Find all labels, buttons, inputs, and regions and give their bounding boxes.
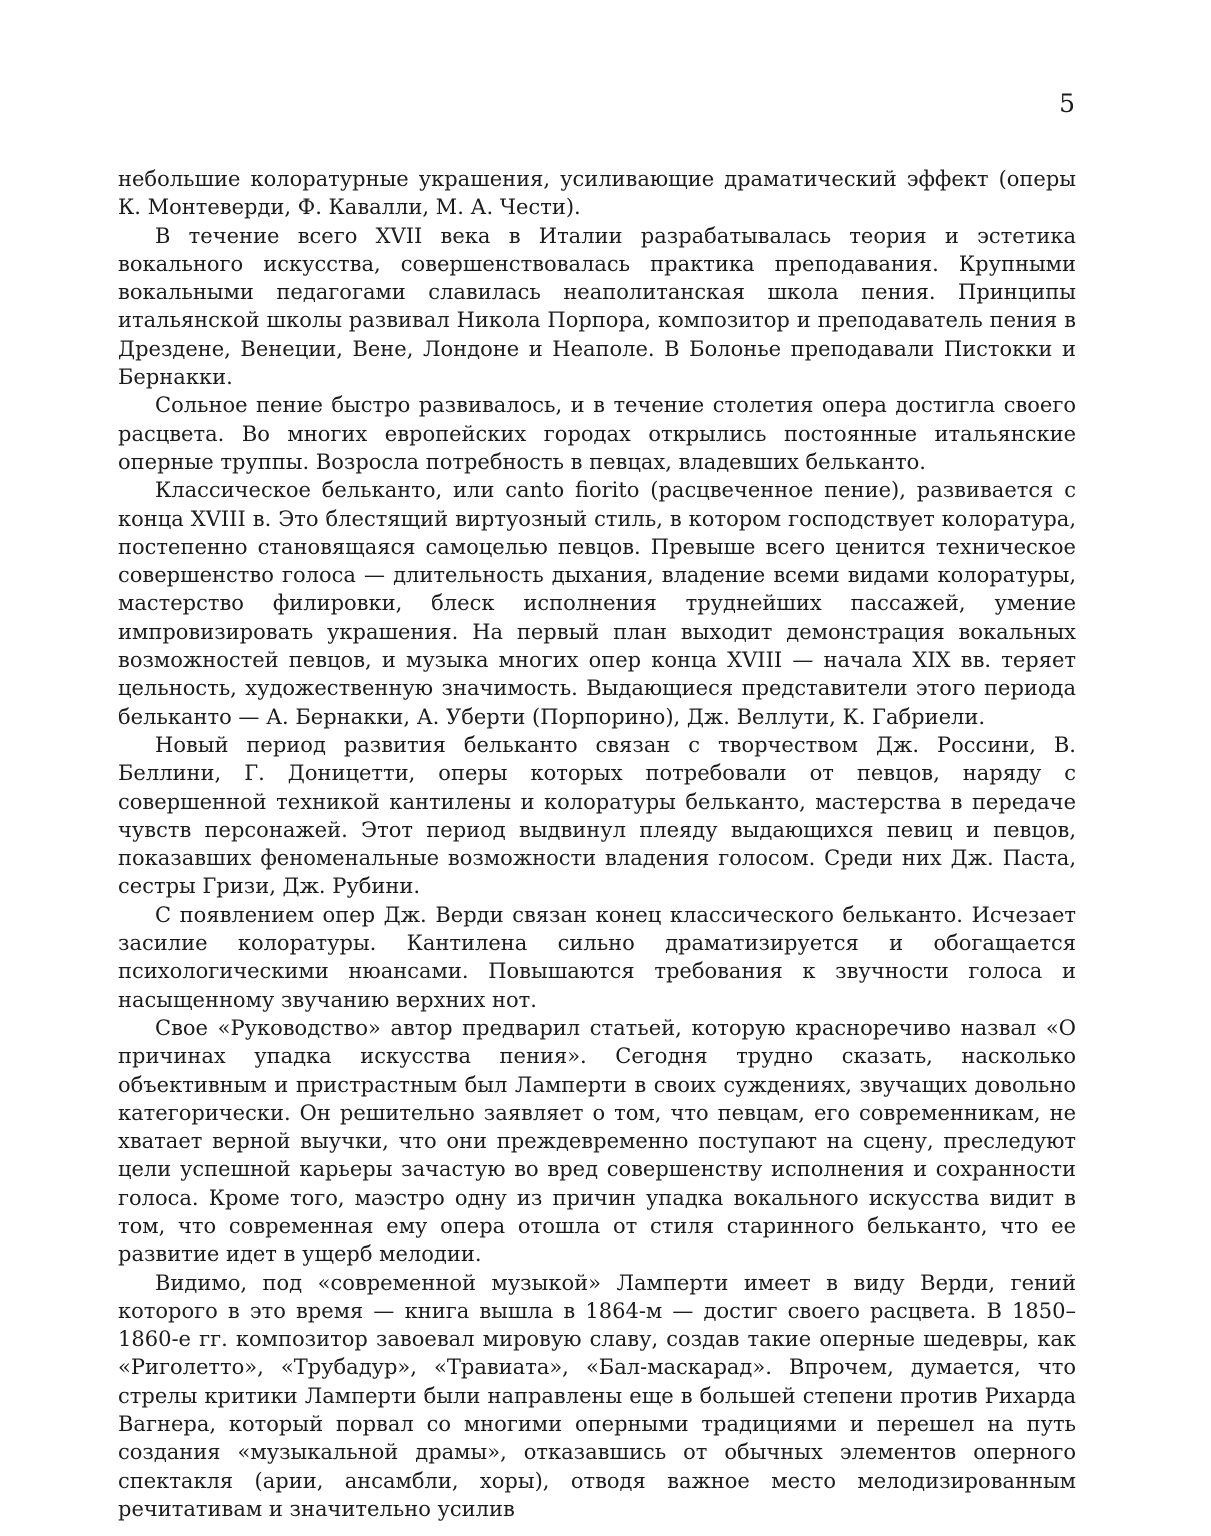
paragraph-2: В течение всего XVII века в Италии разрабатывалась теория и эстетика вокального искусства, совершенствовалась практика преподавания. Крупными вокальными педагогами славилась неаполитанская школа пения. Принципы итальянской школы развивал Никола Порпора, композитор и преподаватель пения в Дрездене, Венеции, Вене, Лондоне и Неаполе. В Болонье преподавали Пистокки и Бернакки. xyxy=(118,223,1076,390)
page-number: 5 xyxy=(1059,89,1075,118)
paragraph-8: Видимо, под «современной музыкой» Ламперти имеет в виду Верди, гений которого в это время — книга вышла в 1864-м — достиг своего расцвета. В 1850–1860-е гг. композитор завоевал мировую славу, создав такие оперные шедевры, как «Риголетто», «Трубадур», «Травиата», «Бал-маскарад». Впрочем, думается, что стрелы критики Ламперти были направлены еще в большей степени против Рихарда Вагнера, который порвал со многими оперными традициями и перешел на путь создания «музыкальной драмы», отказавшись от обычных элементов оперного спектакля (арии, ансамбли, хоры), отводя важное место мелодизированным речитативам и значительно усилив xyxy=(118,1270,1076,1521)
paragraph-1: небольшие колоратурные украшения, усиливающие драматический эффект (оперы К. Монтеверди, Ф. Кавалли, М. А. Чести). xyxy=(118,167,1076,220)
paragraph-4: Классическое бельканто, или canto fiorito (расцвеченное пение), развивается с конца XVIII в. Это блестящий виртуозный стиль, в котором господствует колоратура, постепенно становящаяся самоцелью певцов. Превыше всего ценится техническое совершенство голоса — длительность дыхания, владение всеми видами колоратуры, мастерство филировки, блеск исполнения труднейших пассажей, умение импровизировать украшения. На первый план выходит демонстрация вокальных возможностей певцов, и музыка многих опер конца XVIII — начала XIX вв. теряет цельность, художественную значимость. Выдающиеся представители этого периода бельканто — А. Бернакки, А. Уберти (Порпорино), Дж. Веллути, К. Габриели. xyxy=(118,478,1076,729)
paragraph-7: Свое «Руководство» автор предварил статьей, которую красноречиво назвал «О причинах упадка искусства пения». Сегодня трудно сказать, насколько объективным и пристрастным был Ламперти в своих суждениях, звучащих довольно категорически. Он решительно заявляет о том, что певцам, его современникам, не хватает верной выучки, что они преждевременно поступают на сцену, преследуют цели успешной карьеры зачастую во вред совершенству исполнения и сохранности голоса. Кроме того, маэстро одну из причин упадка вокального искусства видит в том, что современная ему опера отошла от стиля старинного бельканто, что ее развитие идет в ущерб мелодии. xyxy=(118,1015,1076,1267)
paragraph-5: Новый период развития бельканто связан с творчеством Дж. Россини, В. Беллини, Г. Доницетти, оперы которых потребовали от певцов, наряду с совершенной техникой кантилены и колоратуры бельканто, мастерства в передаче чувств персонажей. Этот период выдвинул плеяду выдающихся певиц и певцов, показавших феноменальные возможности владения голосом. Среди них Дж. Паста, сестры Гризи, Дж. Рубини. xyxy=(118,732,1076,899)
body-text xyxy=(118,165,1076,1523)
paragraph-6: С появлением опер Дж. Верди связан конец классического бельканто. Исчезает засилие колоратуры. Кантилена сильно драматизируется и обогащается психологическими нюансами. Повышаются требования к звучности голоса и насыщенному звучанию верхних нот. xyxy=(118,902,1076,1012)
paragraph-3: Сольное пение быстро развивалось, и в течение столетия опера достигла своего расцвета. Во многих европейских городах открылись постоянные итальянские оперные труппы. Возросла потребность в певцах, владевших бельканто. xyxy=(118,393,1076,474)
